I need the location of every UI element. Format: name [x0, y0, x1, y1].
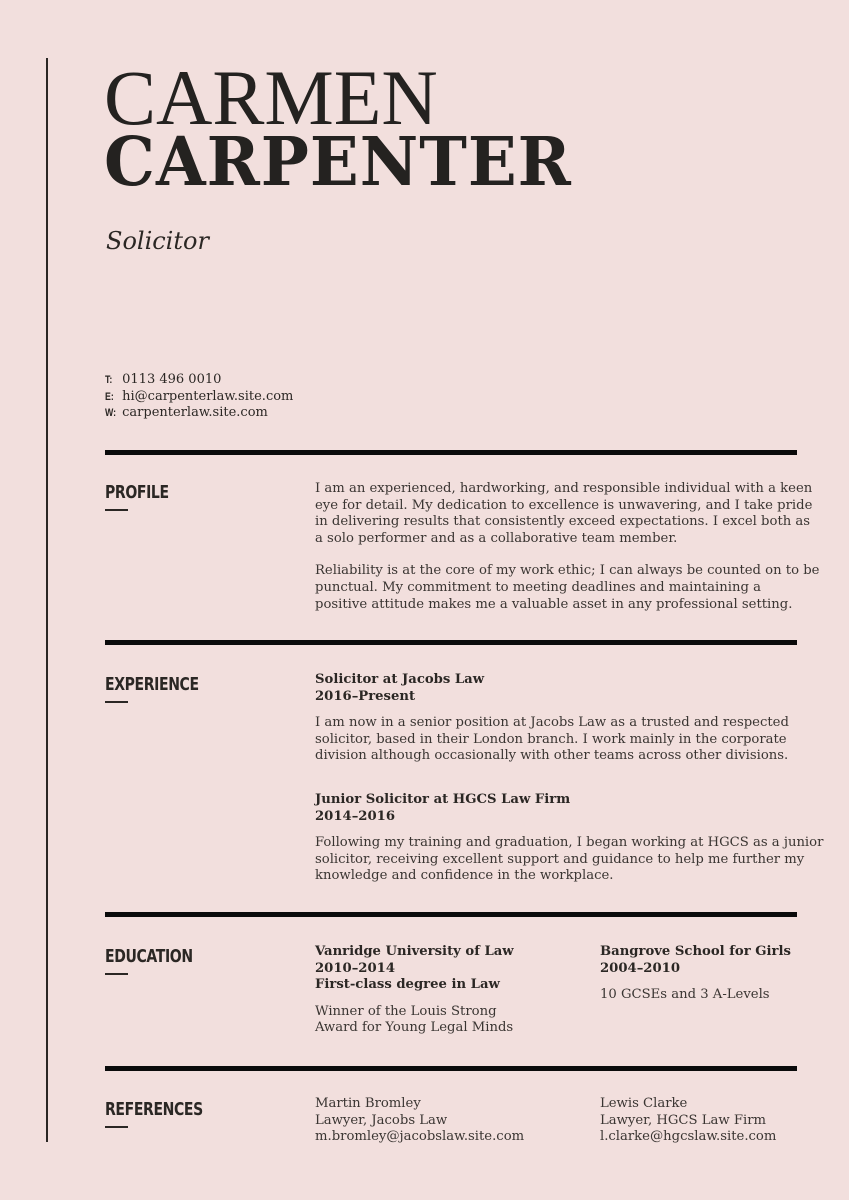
job-description-line: I am now in a senior position at Jacobs Law as a trusted and respected	[315, 715, 789, 731]
profile-text	[315, 481, 820, 613]
job-title: Solicitor	[106, 227, 209, 255]
profile-divider	[105, 450, 797, 455]
references-divider	[105, 1066, 797, 1071]
contact-phone	[105, 372, 293, 389]
job-role: Junior Solicitor at HGCS Law Firm	[315, 792, 571, 807]
website-label: W:	[105, 407, 117, 419]
school-name: Bangrove School for Girls	[600, 944, 791, 959]
education-school-1	[315, 944, 514, 1037]
school-note-line: 10 GCSEs and 3 A-Levels	[600, 987, 770, 1003]
school-dates: 2004–2010	[600, 960, 681, 976]
phone-label: T:	[105, 374, 113, 386]
website-value[interactable]: carpenterlaw.site.com	[122, 405, 268, 420]
education-divider	[105, 912, 797, 917]
school-note-line: Winner of the Louis Strong	[315, 1003, 497, 1019]
education-heading: EDUCATION	[105, 946, 193, 967]
reference-1	[315, 1096, 524, 1146]
email-value[interactable]: hi@carpenterlaw.site.com	[122, 388, 294, 404]
reference-name: Martin Bromley	[315, 1096, 421, 1111]
job-description-line: Following my training and graduation, I began working at HGCS as a junior	[315, 835, 824, 851]
reference-name: Lewis Clarke	[600, 1096, 688, 1111]
job-dates: 2014–2016	[315, 808, 396, 824]
reference-email[interactable]: l.clarke@hgcslaw.site.com	[600, 1129, 777, 1145]
profile-line: eye for detail. My dedication to excellence is unwavering, and I take pride	[315, 497, 813, 513]
contact-website	[105, 405, 293, 422]
references-heading-dash	[105, 1126, 128, 1128]
job-description-line: solicitor, receiving excellent support and guidance to help me further my	[315, 851, 805, 867]
education-heading-dash	[105, 973, 128, 975]
job-dates: 2016–Present	[315, 688, 416, 704]
school-name: Vanridge University of Law	[315, 944, 514, 959]
job-description-line: knowledge and confidence in the workplace.	[315, 868, 614, 884]
last-name: CARPENTER	[104, 123, 572, 202]
education-school-2	[600, 944, 791, 1004]
first-name: CARMEN	[104, 54, 438, 141]
email-label: E:	[105, 390, 114, 403]
job-role: Solicitor at Jacobs Law	[315, 672, 485, 687]
reference-role: Lawyer, Jacobs Law	[315, 1112, 448, 1128]
school-dates: 2010–2014	[315, 960, 396, 976]
references-heading: REFERENCES	[105, 1099, 203, 1120]
reference-email[interactable]: m.bromley@jacobslaw.site.com	[315, 1129, 525, 1145]
profile-heading: PROFILE	[105, 482, 169, 503]
phone-value[interactable]: 0113 496 0010	[122, 372, 222, 387]
profile-line: Reliability is at the core of my work ethic; I can always be counted on to be	[315, 563, 820, 579]
experience-divider	[105, 640, 797, 645]
profile-line: in delivering results that consistently exceed expectations. I excel both as	[315, 514, 811, 530]
school-note-line: Award for Young Legal Minds	[315, 1020, 514, 1036]
experience-job-2	[315, 792, 823, 885]
profile-line: positive attitude makes me a valuable asset in any professional setting.	[315, 596, 793, 612]
profile-heading-dash	[105, 509, 128, 511]
contact-email	[105, 389, 293, 406]
profile-line: I am an experienced, hardworking, and responsible individual with a keen	[315, 481, 813, 496]
experience-heading-dash	[105, 701, 128, 703]
job-description-line: solicitor, based in their London branch. I work mainly in the corporate	[315, 731, 787, 747]
reference-2	[600, 1096, 776, 1146]
job-description-line: division although occasionally with other teams across other divisions.	[315, 748, 789, 764]
school-degree: First-class degree in Law	[315, 977, 500, 993]
reference-role: Lawyer, HGCS Law Firm	[600, 1112, 767, 1128]
profile-line: a solo performer and as a collaborative team member.	[315, 530, 678, 546]
experience-job-1	[315, 672, 789, 765]
experience-heading: EXPERIENCE	[105, 674, 199, 695]
profile-line: punctual. My commitment to meeting deadlines and maintaining a	[315, 579, 761, 595]
left-vertical-rule	[46, 58, 48, 1142]
contact-list	[105, 372, 293, 422]
